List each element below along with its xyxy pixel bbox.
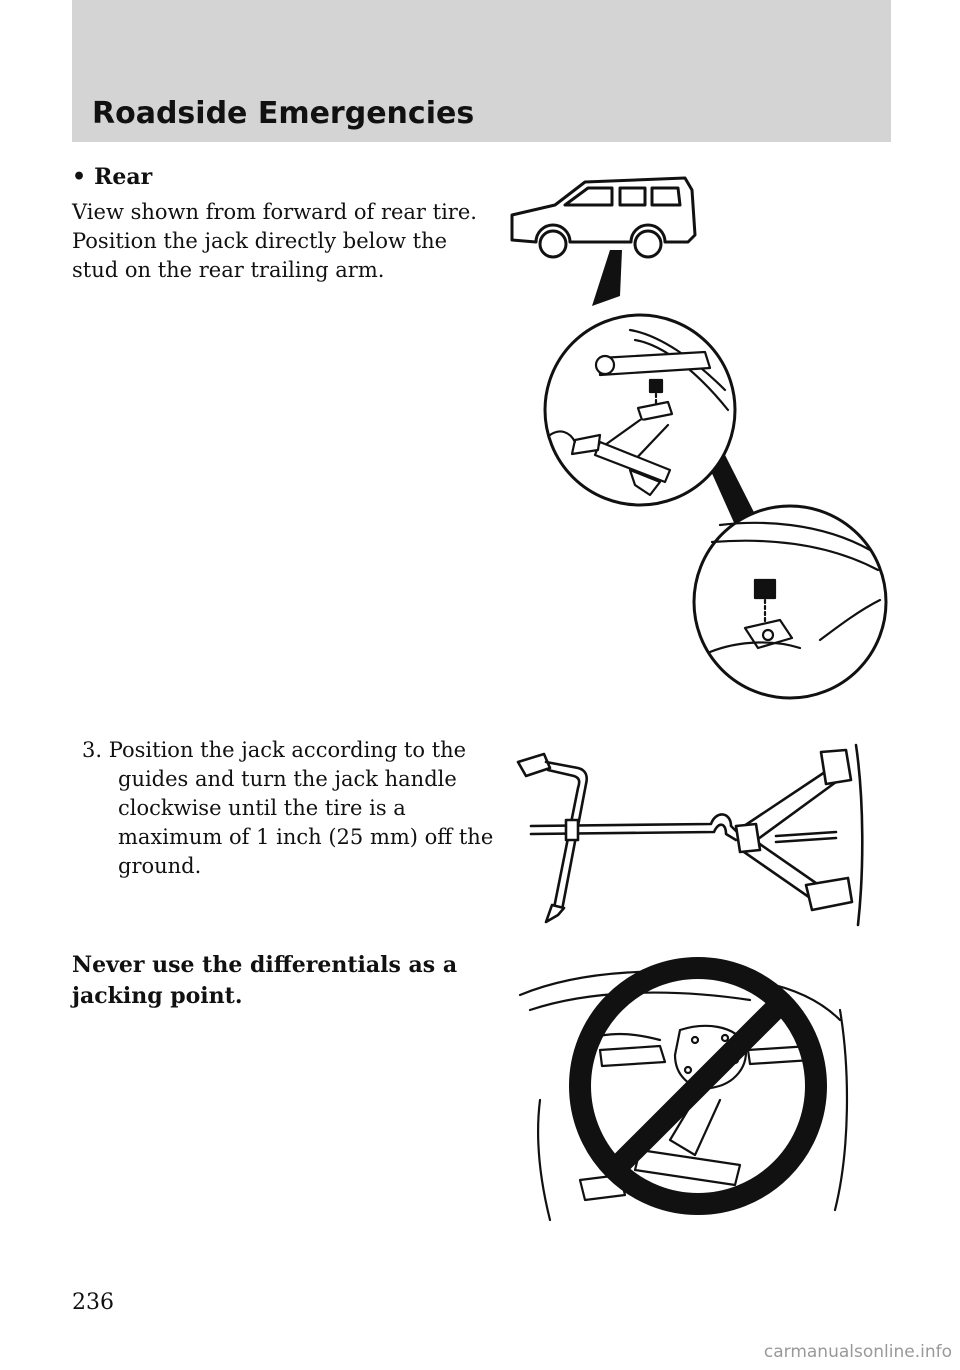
detail-view-circle [694, 506, 886, 698]
callout-pointer [592, 250, 622, 306]
step-text: Position the jack according to the guides and turn the jack handle clockwise until the tire is a maximum of 1 inch (25 mm) off the ground. [108, 738, 494, 878]
step-3 [82, 736, 508, 881]
jack-and-handle-illustration [486, 740, 886, 930]
page-number: 236 [72, 1290, 114, 1315]
bullet-marker: • [72, 164, 87, 190]
section-heading [72, 164, 152, 190]
section-heading-text: Rear [94, 164, 153, 190]
rear-jacking-point-illustration [500, 170, 900, 710]
lug-wrench-icon [518, 754, 550, 776]
header-title: Roadside Emergencies [92, 96, 475, 131]
watermark: carmanualsonline.info [763, 1342, 952, 1362]
page-header [72, 0, 891, 142]
warning-text: Never use the differentials as a jacking point. [72, 952, 458, 1009]
step-number: 3. [82, 738, 103, 762]
differential-no-jacking-illustration [520, 950, 880, 1230]
rear-jack-instruction: View shown from forward of rear tire. Position the jack directly below the stud on the rear trailing arm. [72, 200, 477, 282]
